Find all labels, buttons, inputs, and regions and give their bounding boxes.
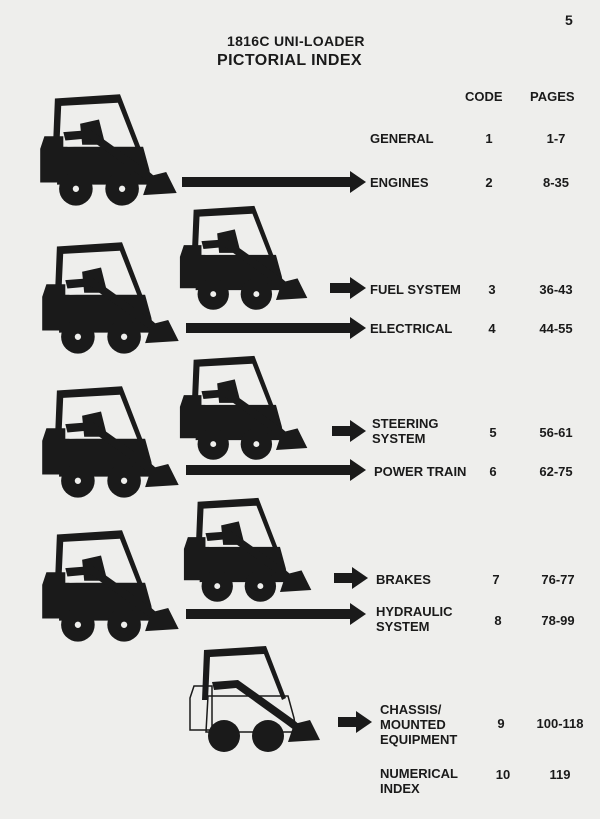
index-row-label[interactable]: ENGINES bbox=[370, 175, 429, 190]
skid-steer-loader-icon bbox=[42, 242, 179, 353]
index-row-label[interactable]: POWER TRAIN bbox=[374, 464, 467, 479]
skid-steer-loader-icon bbox=[190, 646, 320, 752]
arrow-right-icon bbox=[338, 711, 372, 733]
index-row-label-line: HYDRAULIC bbox=[376, 604, 453, 619]
index-row-label-line: NUMERICAL bbox=[380, 766, 458, 781]
index-row-code: 1 bbox=[485, 131, 493, 146]
index-row-label-line: EQUIPMENT bbox=[380, 732, 458, 747]
index-row-code: 8 bbox=[494, 613, 502, 628]
index-row-label[interactable] bbox=[376, 604, 453, 634]
index-row-pages[interactable]: 62-75 bbox=[539, 464, 573, 479]
index-row-label-line: SYSTEM bbox=[376, 619, 430, 634]
index-row-label[interactable] bbox=[380, 702, 457, 747]
arrow-right-icon bbox=[330, 277, 366, 299]
index-row-label[interactable]: ELECTRICAL bbox=[370, 321, 453, 336]
index-row-code: 9 bbox=[497, 716, 505, 731]
skid-steer-loader-icon bbox=[180, 206, 307, 310]
index-row-label-line: CHASSIS/ bbox=[380, 702, 442, 717]
index-row-label[interactable]: FUEL SYSTEM bbox=[370, 282, 461, 297]
index-row-label[interactable] bbox=[380, 766, 458, 796]
index-row-pages[interactable]: 44-55 bbox=[539, 321, 573, 336]
index-row-label-line: STEERING bbox=[372, 416, 439, 431]
index-row-label-line: SYSTEM bbox=[372, 431, 426, 446]
index-row-code: 5 bbox=[489, 425, 497, 440]
index-row-pages[interactable]: 76-77 bbox=[541, 572, 575, 587]
pages-column-header: PAGES bbox=[530, 89, 575, 104]
index-row-pages[interactable]: 78-99 bbox=[541, 613, 575, 628]
index-row-code: 4 bbox=[488, 321, 496, 336]
skid-steer-loader-icon bbox=[42, 530, 179, 641]
skid-steer-loader-icon bbox=[42, 386, 179, 497]
index-row-code: 2 bbox=[485, 175, 493, 190]
skid-steer-loader-icon bbox=[180, 356, 307, 460]
index-row-code: 10 bbox=[495, 767, 511, 782]
page-number: 5 bbox=[565, 12, 573, 28]
index-row-label-line: INDEX bbox=[380, 781, 420, 796]
document-title: 1816C UNI-LOADER bbox=[227, 33, 365, 49]
arrow-right-icon bbox=[186, 459, 366, 481]
arrow-right-icon bbox=[182, 171, 366, 193]
index-row-pages[interactable]: 100-118 bbox=[536, 716, 584, 731]
skid-steer-loader-icon bbox=[184, 498, 311, 602]
index-row-pages[interactable]: 1-7 bbox=[546, 131, 566, 146]
index-row-code: 6 bbox=[489, 464, 497, 479]
index-row-label[interactable] bbox=[372, 416, 438, 446]
index-title: PICTORIAL INDEX bbox=[217, 52, 362, 69]
skid-steer-loader-icon bbox=[40, 94, 177, 205]
index-row-pages[interactable]: 8-35 bbox=[542, 175, 570, 190]
index-row-label[interactable]: GENERAL bbox=[370, 131, 434, 146]
arrow-right-icon bbox=[334, 567, 368, 589]
arrow-right-icon bbox=[186, 603, 366, 625]
index-row-label-line: MOUNTED bbox=[380, 717, 446, 732]
arrow-right-icon bbox=[186, 317, 366, 339]
arrow-right-icon bbox=[332, 420, 366, 442]
index-row-code: 3 bbox=[488, 282, 496, 297]
index-row-pages[interactable]: 36-43 bbox=[539, 282, 573, 297]
index-row-code: 7 bbox=[492, 572, 500, 587]
index-row-label[interactable]: BRAKES bbox=[376, 572, 431, 587]
index-row-pages[interactable]: 56-61 bbox=[539, 425, 573, 440]
index-row-pages[interactable]: 119 bbox=[549, 767, 571, 782]
code-column-header: CODE bbox=[465, 89, 503, 104]
